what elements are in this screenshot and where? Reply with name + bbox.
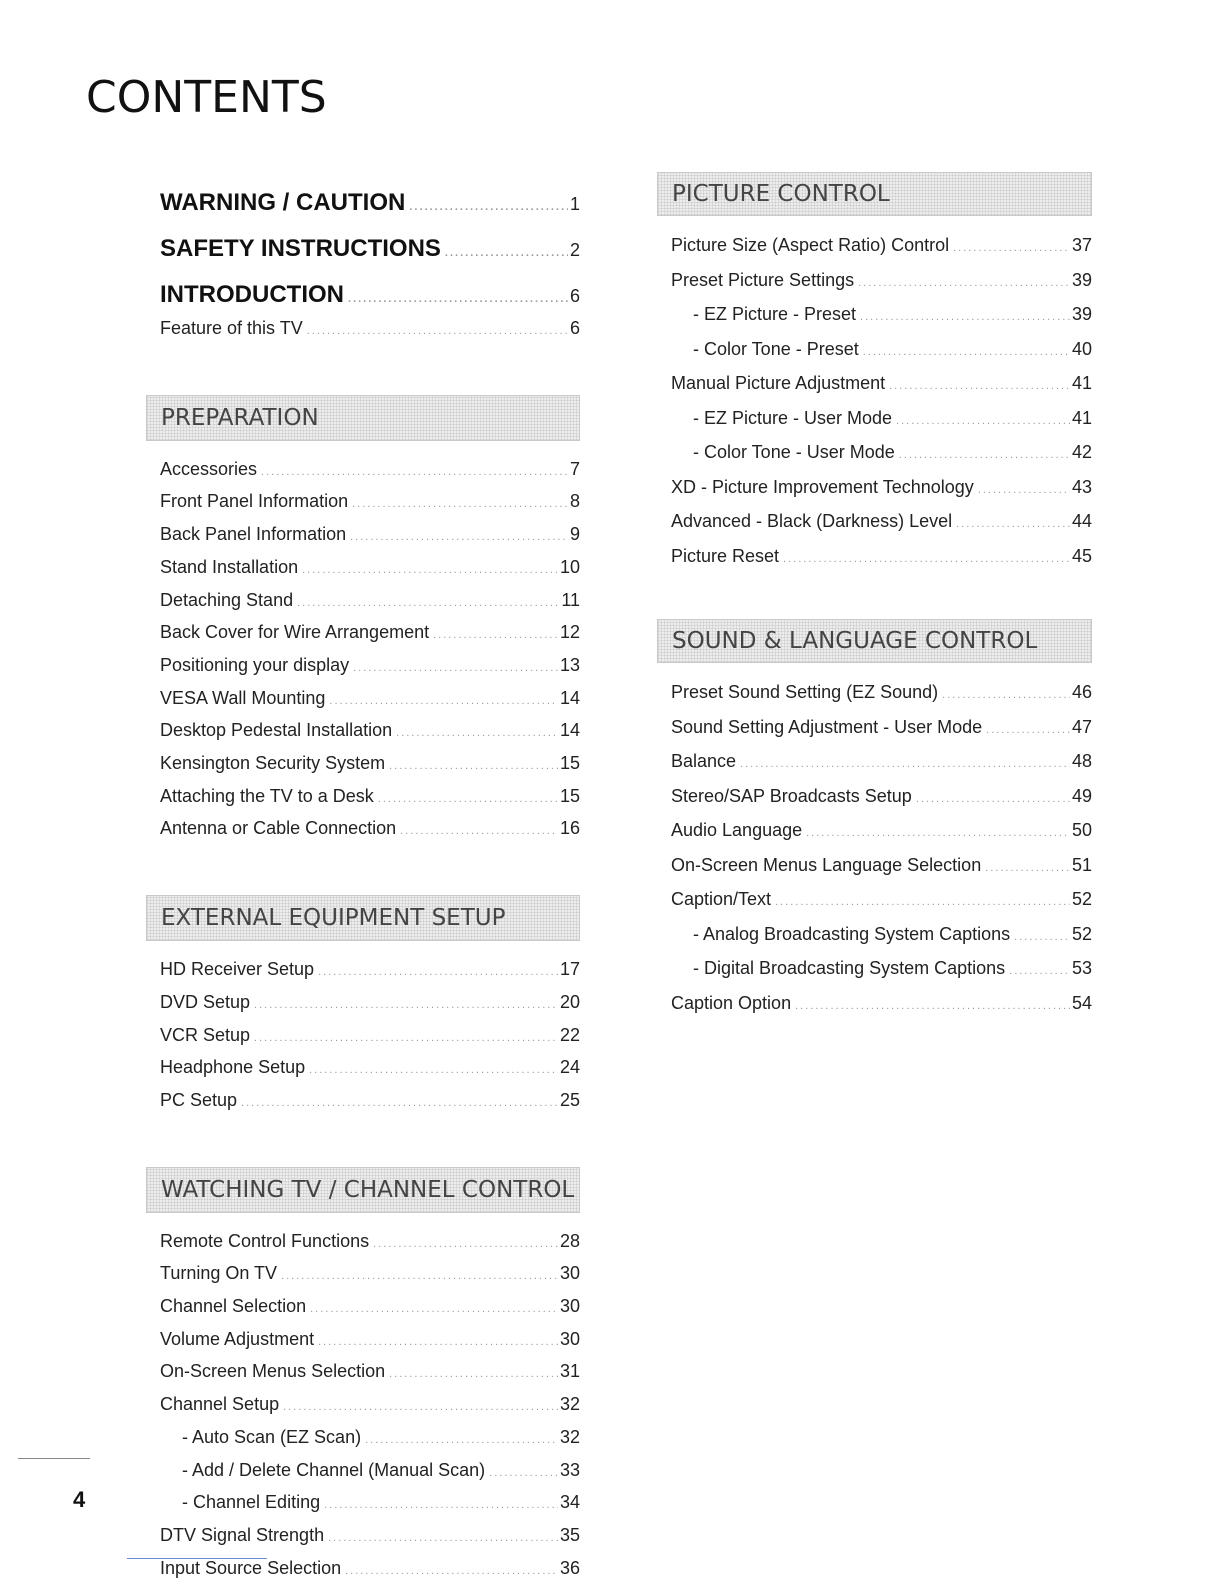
- toc-page: 44: [1071, 511, 1092, 531]
- toc-entry[interactable]: [671, 541, 1092, 576]
- toc-page: 47: [1071, 716, 1092, 737]
- toc-label: Stereo/SAP Broadcasts Setup: [671, 785, 912, 806]
- toc-label: Desktop Pedestal Installation: [160, 720, 393, 741]
- toc-page: 41: [1071, 407, 1092, 428]
- toc-entry[interactable]: [671, 265, 1092, 300]
- toc-entry[interactable]: [671, 850, 1092, 885]
- toc-entry[interactable]: [671, 953, 1092, 988]
- toc-entry[interactable]: [671, 437, 1092, 472]
- dot-leader: [899, 440, 1070, 472]
- dot-leader: [281, 1262, 558, 1292]
- toc-page: 50: [1071, 820, 1092, 840]
- toc-page: 40: [1071, 338, 1092, 359]
- dot-leader: [353, 654, 558, 684]
- toc-page: 14: [559, 687, 580, 708]
- dot-leader: [365, 1426, 558, 1456]
- toc-page: 7: [569, 458, 580, 479]
- toc-page: 15: [559, 785, 580, 806]
- toc-page: 28: [559, 1230, 580, 1251]
- toc-label: Back Panel Information: [160, 524, 347, 545]
- toc-entry[interactable]: [160, 1292, 580, 1325]
- dot-leader: [953, 233, 1070, 265]
- toc-entry[interactable]: [160, 455, 580, 488]
- toc-label: Remote Control Functions: [160, 1230, 370, 1251]
- dot-leader: [858, 268, 1070, 300]
- page-title: CONTENTS: [86, 72, 327, 123]
- section-heading-watching: WATCHING TV / CHANNEL CONTROL: [146, 1167, 580, 1213]
- toc-entry-warning[interactable]: [160, 182, 580, 228]
- toc-label: - Color Tone - User Mode: [693, 442, 895, 462]
- section-heading-picture: PICTURE CONTROL: [657, 172, 1092, 216]
- toc-page: 6: [569, 286, 580, 306]
- toc-label: - EZ Picture - Preset: [693, 304, 857, 324]
- section-heading-preparation: PREPARATION: [146, 395, 580, 441]
- dot-leader: [863, 337, 1070, 369]
- toc-label: Headphone Setup: [160, 1057, 306, 1078]
- toc-entry[interactable]: [671, 781, 1092, 816]
- toc-label: WARNING / CAUTION: [160, 189, 406, 216]
- toc-page: 52: [1071, 923, 1092, 944]
- toc-label: INTRODUCTION: [160, 281, 344, 308]
- toc-page: 52: [1071, 889, 1092, 909]
- dot-leader: [1014, 922, 1070, 954]
- toc-entry[interactable]: [160, 1086, 580, 1119]
- left-column: [160, 182, 580, 1586]
- dot-leader: [307, 317, 568, 347]
- toc-entry[interactable]: [160, 1021, 580, 1054]
- toc-page: 42: [1071, 442, 1092, 462]
- toc-label: Balance: [671, 751, 737, 771]
- toc-page: 39: [1071, 304, 1092, 324]
- toc-label: DVD Setup: [160, 991, 251, 1012]
- toc-entry[interactable]: [160, 1357, 580, 1390]
- toc-page: 11: [561, 589, 580, 610]
- toc-page: 45: [1071, 545, 1092, 566]
- toc-entry[interactable]: [160, 1053, 580, 1086]
- toc-label: Front Panel Information: [160, 491, 349, 512]
- toc-label: SAFETY INSTRUCTIONS: [160, 235, 441, 262]
- toc-entry[interactable]: [160, 955, 580, 988]
- toc-page: 24: [559, 1057, 580, 1078]
- picture-list: [671, 230, 1092, 575]
- dot-leader: [352, 490, 568, 520]
- toc-page: 39: [1071, 269, 1092, 290]
- dot-leader: [985, 853, 1070, 885]
- toc-entry[interactable]: [671, 712, 1092, 747]
- toc-entry[interactable]: [160, 1325, 580, 1358]
- toc-label: Caption Option: [671, 992, 792, 1013]
- toc-label: Kensington Security System: [160, 753, 386, 774]
- dot-leader: [318, 1328, 558, 1358]
- toc-label: - EZ Picture - User Mode: [693, 407, 893, 428]
- dot-leader: [324, 1491, 558, 1521]
- toc-entry[interactable]: [160, 988, 580, 1021]
- toc-label: - Analog Broadcasting System Captions: [693, 923, 1011, 944]
- toc-entry[interactable]: [671, 815, 1092, 850]
- external-list: [160, 955, 580, 1119]
- toc-label: - Color Tone - Preset: [693, 338, 859, 359]
- watching-list: [160, 1227, 580, 1586]
- dot-leader: [389, 752, 558, 782]
- toc-label: - Channel Editing: [182, 1492, 321, 1513]
- toc-entry[interactable]: [160, 1227, 580, 1260]
- toc-label: Picture Reset: [671, 545, 780, 566]
- toc-label: Audio Language: [671, 820, 803, 840]
- toc-page: 32: [559, 1426, 580, 1447]
- page-number-rule: [18, 1458, 90, 1459]
- dot-leader: [329, 687, 558, 717]
- dot-leader: [916, 784, 1070, 816]
- toc-entry[interactable]: [671, 988, 1092, 1023]
- toc-entry[interactable]: [160, 1488, 580, 1521]
- dot-leader: [283, 1393, 558, 1423]
- toc-page: 17: [559, 959, 580, 980]
- toc-page: 51: [1071, 854, 1092, 875]
- toc-entry[interactable]: [160, 553, 580, 586]
- dot-leader: [302, 556, 558, 586]
- toc-page: 34: [559, 1492, 580, 1513]
- dot-leader: [896, 406, 1070, 438]
- toc-entry[interactable]: [160, 1456, 580, 1489]
- toc-page: 54: [1071, 992, 1092, 1013]
- dot-leader: [318, 958, 558, 988]
- dot-leader: [373, 1230, 558, 1260]
- toc-label: Preset Sound Setting (EZ Sound): [671, 682, 939, 702]
- toc-label: Sound Setting Adjustment - User Mode: [671, 716, 983, 737]
- dot-leader: [254, 1024, 558, 1054]
- dot-leader: [345, 1557, 558, 1586]
- toc-entry[interactable]: [160, 1521, 580, 1554]
- toc-page: 30: [559, 1328, 580, 1349]
- toc-page: 32: [559, 1394, 580, 1415]
- toc-label: DTV Signal Strength: [160, 1524, 325, 1545]
- dot-leader: [978, 475, 1070, 507]
- toc-label: Caption/Text: [671, 889, 772, 909]
- toc-label: Turning On TV: [160, 1263, 278, 1284]
- dot-leader: [986, 715, 1070, 747]
- dot-leader: [297, 589, 559, 619]
- toc-label: XD - Picture Improvement Technology: [671, 476, 974, 497]
- toc-page: 49: [1071, 785, 1092, 806]
- toc-page: 22: [559, 1024, 580, 1045]
- dot-leader: [775, 887, 1070, 919]
- dot-leader: [956, 509, 1070, 541]
- toc-entry[interactable]: [160, 586, 580, 619]
- dot-leader: [1009, 956, 1070, 988]
- toc-entry[interactable]: [671, 919, 1092, 954]
- toc-page: 30: [559, 1296, 580, 1317]
- dot-leader: [348, 278, 568, 320]
- dot-leader: [409, 186, 568, 228]
- toc-page: 9: [569, 524, 580, 545]
- toc-entry[interactable]: [671, 472, 1092, 507]
- toc-entry[interactable]: [160, 1259, 580, 1292]
- toc-page: 8: [569, 491, 580, 512]
- toc-entry[interactable]: [160, 716, 580, 749]
- toc-page: 15: [559, 753, 580, 774]
- dot-leader: [396, 719, 558, 749]
- dot-leader: [310, 1295, 558, 1325]
- dot-leader: [309, 1056, 558, 1086]
- toc-entry[interactable]: [671, 299, 1092, 334]
- dot-leader: [400, 817, 558, 847]
- dot-leader: [489, 1459, 558, 1489]
- dot-leader: [445, 232, 568, 274]
- page-number: 4: [73, 1487, 86, 1512]
- dot-leader: [378, 785, 558, 815]
- section-heading-external: EXTERNAL EQUIPMENT SETUP: [146, 895, 580, 941]
- toc-page: 46: [1071, 682, 1092, 702]
- dot-leader: [433, 621, 558, 651]
- toc-label: VCR Setup: [160, 1024, 251, 1045]
- toc-entry[interactable]: [160, 520, 580, 553]
- dot-leader: [783, 544, 1070, 576]
- toc-label: Accessories: [160, 458, 258, 479]
- toc-label: Detaching Stand: [160, 589, 294, 610]
- toc-entry[interactable]: [160, 1390, 580, 1423]
- toc-page: 35: [559, 1524, 580, 1545]
- toc-label: - Auto Scan (EZ Scan): [182, 1426, 362, 1447]
- dot-leader: [350, 523, 568, 553]
- toc-label: - Digital Broadcasting System Captions: [693, 958, 1006, 978]
- toc-label: - Add / Delete Channel (Manual Scan): [182, 1459, 486, 1480]
- footer-rule: [127, 1558, 267, 1559]
- toc-entry[interactable]: [160, 651, 580, 684]
- toc-label: Input Source Selection: [160, 1557, 342, 1578]
- toc-entry[interactable]: [671, 368, 1092, 403]
- toc-entry[interactable]: [160, 1423, 580, 1456]
- toc-entry[interactable]: [671, 334, 1092, 369]
- toc-page: 16: [559, 818, 580, 839]
- dot-leader: [806, 818, 1070, 850]
- right-column: [671, 172, 1092, 1022]
- toc-page: 31: [559, 1361, 580, 1382]
- toc-page: 12: [559, 622, 580, 643]
- toc-label: Advanced - Black (Darkness) Level: [671, 511, 953, 531]
- dot-leader: [740, 749, 1070, 781]
- dot-leader: [389, 1360, 558, 1390]
- toc-page: 25: [559, 1089, 580, 1110]
- dot-leader: [254, 991, 558, 1021]
- toc-entry[interactable]: [671, 746, 1092, 781]
- toc-entry[interactable]: [160, 487, 580, 520]
- toc-label: HD Receiver Setup: [160, 959, 315, 980]
- toc-page: 41: [1071, 373, 1092, 393]
- toc-page: 2: [569, 240, 580, 260]
- toc-label: Back Cover for Wire Arrangement: [160, 622, 430, 643]
- toc-page: 13: [559, 654, 580, 675]
- toc-entry[interactable]: [160, 749, 580, 782]
- toc-page: 14: [559, 720, 580, 741]
- toc-entry[interactable]: [671, 677, 1092, 712]
- toc-label: Manual Picture Adjustment: [671, 373, 886, 393]
- toc-page: 20: [559, 991, 580, 1012]
- toc-entry[interactable]: [671, 403, 1092, 438]
- dot-leader: [328, 1524, 558, 1554]
- toc-page: 53: [1071, 958, 1092, 978]
- toc-page: 1: [569, 194, 580, 214]
- dot-leader: [795, 991, 1070, 1023]
- toc-label: Antenna or Cable Connection: [160, 818, 397, 839]
- toc-entry[interactable]: [160, 782, 580, 815]
- toc-page: 33: [559, 1459, 580, 1480]
- toc-entry-safety[interactable]: [160, 228, 580, 274]
- toc-page: 36: [559, 1557, 580, 1578]
- toc-page: 48: [1071, 751, 1092, 771]
- toc-label: Positioning your display: [160, 654, 350, 675]
- toc-entry[interactable]: [671, 884, 1092, 919]
- toc-label: Feature of this TV: [160, 318, 303, 338]
- toc-entry[interactable]: [160, 814, 580, 847]
- toc-label: PC Setup: [160, 1089, 238, 1110]
- toc-page: 30: [559, 1263, 580, 1284]
- sound-list: [671, 677, 1092, 1022]
- section-heading-sound: SOUND & LANGUAGE CONTROL: [657, 619, 1092, 663]
- dot-leader: [889, 371, 1070, 403]
- toc-label: Channel Selection: [160, 1296, 307, 1317]
- toc-label: Preset Picture Settings: [671, 269, 855, 290]
- dot-leader: [942, 680, 1070, 712]
- toc-entry[interactable]: [671, 506, 1092, 541]
- toc-label: Picture Size (Aspect Ratio) Control: [671, 235, 950, 255]
- toc-label: Stand Installation: [160, 556, 299, 577]
- toc-label: On-Screen Menus Language Selection: [671, 854, 982, 875]
- toc-page: 10: [559, 556, 580, 577]
- toc-entry[interactable]: [160, 618, 580, 651]
- toc-page: 6: [569, 318, 580, 338]
- toc-label: VESA Wall Mounting: [160, 687, 326, 708]
- toc-entry[interactable]: [160, 684, 580, 717]
- dot-leader: [261, 458, 568, 488]
- toc-label: On-Screen Menus Selection: [160, 1361, 386, 1382]
- preparation-list: [160, 455, 580, 847]
- toc-entry[interactable]: [671, 230, 1092, 265]
- toc-label: Attaching the TV to a Desk: [160, 785, 374, 806]
- toc-label: Channel Setup: [160, 1394, 280, 1415]
- dot-leader: [860, 302, 1070, 334]
- toc-page: 37: [1071, 235, 1092, 255]
- toc-label: Volume Adjustment: [160, 1328, 315, 1349]
- dot-leader: [241, 1089, 558, 1119]
- toc-entry[interactable]: [160, 314, 580, 347]
- toc-page: 43: [1071, 476, 1092, 497]
